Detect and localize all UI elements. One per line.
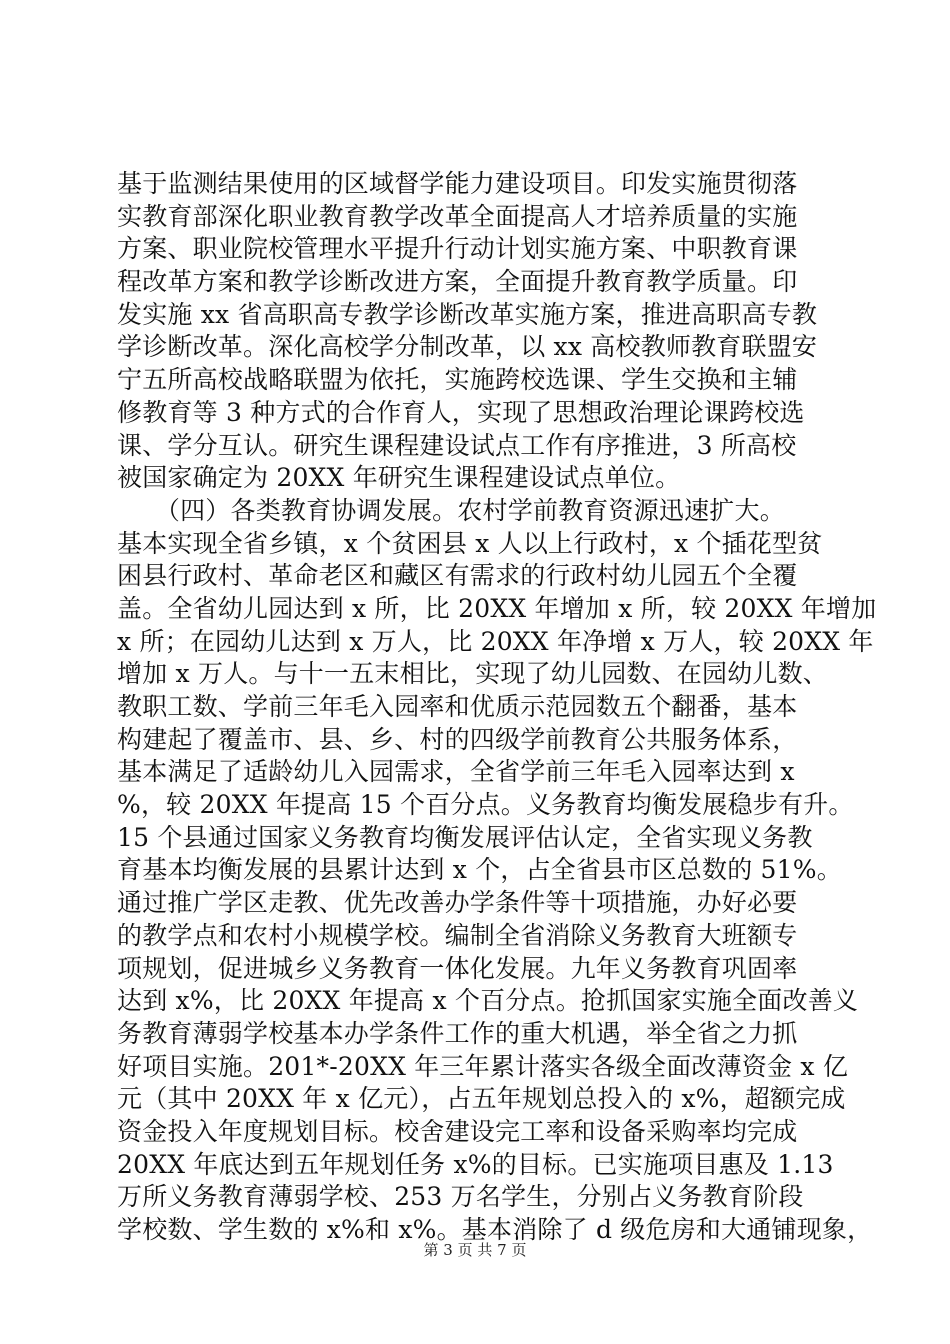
text-line: x 所；在园幼儿达到 x 万人，比 20XX 年净增 x 万人，较 20XX 年 xyxy=(117,626,874,656)
text-line: 好项目实施。201*-20XX 年三年累计落实各级全面改薄资金 x 亿 xyxy=(117,1051,849,1081)
text-line: 元（其中 20XX 年 x 亿元），占五年规划总投入的 x%，超额完成 xyxy=(117,1084,846,1114)
text-line: 项规划，促进城乡义务教育一体化发展。九年义务教育巩固率 xyxy=(117,953,798,983)
text-line: 基本满足了适龄幼儿入园需求，全省学前三年毛入园率达到 x xyxy=(117,757,795,787)
text-line: %，较 20XX 年提高 15 个百分点。义务教育均衡发展稳步有升。 xyxy=(117,790,854,820)
text-line: 15 个县通过国家义务教育均衡发展评估认定，全省实现义务教 xyxy=(117,822,813,852)
text-line: 发实施 xx 省高职高专教学诊断改革实施方案，推进高职高专教 xyxy=(117,299,818,329)
text-line: 方案、职业院校管理水平提升行动计划实施方案、中职教育课 xyxy=(117,234,798,264)
text-line: 教职工数、学前三年毛入园率和优质示范园数五个翻番，基本 xyxy=(117,692,798,721)
text-line: 实教育部深化职业教育教学改革全面提高人才培养质量的实施 xyxy=(117,201,798,231)
text-line: 学校数、学生数的 x%和 x%。基本消除了 d 级危房和大通铺现象， xyxy=(117,1215,873,1244)
text-line: 基本实现全省乡镇，x 个贫困县 x 人以上行政村，x 个插花型贫 xyxy=(117,528,823,558)
text-line: 增加 x 万人。与十一五末相比，实现了幼儿园数、在园幼儿数、 xyxy=(117,659,828,689)
text-line: 20XX 年底达到五年规划任务 x%的目标。已实施项目惠及 1.13 xyxy=(117,1149,834,1179)
text-line: 盖。全省幼儿园达到 x 所，比 20XX 年增加 x 所，较 20XX 年增加 xyxy=(117,593,877,623)
text-line: 基于监测结果使用的区域督学能力建设项目。印发实施贯彻落 xyxy=(117,169,798,198)
text-line: 修教育等 3 种方式的合作育人，实现了思想政治理论课跨校选 xyxy=(117,397,805,427)
text-line: 通过推广学区走教、优先改善办学条件等十项措施，办好必要 xyxy=(117,888,798,918)
text-line: 学诊断改革。深化高校学分制改革，以 xx 高校教师教育联盟安 xyxy=(117,332,818,362)
text-line: 困县行政村、革命老区和藏区有需求的行政村幼儿园五个全覆 xyxy=(117,561,798,591)
text-line: 的教学点和农村小规模学校。编制全省消除义务教育大班额专 xyxy=(117,920,798,950)
text-line: 达到 x%，比 20XX 年提高 x 个百分点。抢抓国家实施全面改善义 xyxy=(117,986,859,1016)
text-line: 务教育薄弱学校基本办学条件工作的重大机遇，举全省之力抓 xyxy=(117,1018,798,1048)
text-line: 资金投入年度规划目标。校舍建设完工率和设备采购率均完成 xyxy=(117,1116,798,1146)
document-body xyxy=(117,168,877,1247)
text-line: 育基本均衡发展的县累计达到 x 个，占全省县市区总数的 51%。 xyxy=(117,855,842,885)
section-heading-line: （四）各类教育协调发展。农村学前教育资源迅速扩大。 xyxy=(117,495,785,525)
text-line: 万所义务教育薄弱学校、253 万名学生，分别占义务教育阶段 xyxy=(117,1182,804,1212)
text-line: 宁五所高校战略联盟为依托，实施跨校选课、学生交换和主辅 xyxy=(117,365,798,395)
page-number-footer: 第 3 页 共 7 页 xyxy=(423,1241,527,1259)
text-line: 被国家确定为 20XX 年研究生课程建设试点单位。 xyxy=(117,463,681,493)
text-line: 程改革方案和教学诊断改进方案，全面提升教育教学质量。印 xyxy=(117,267,798,297)
text-line: 课、学分互认。研究生课程建设试点工作有序推进，3 所高校 xyxy=(117,430,797,460)
text-line: 构建起了覆盖市、县、乡、村的四级学前教育公共服务体系， xyxy=(117,724,798,754)
